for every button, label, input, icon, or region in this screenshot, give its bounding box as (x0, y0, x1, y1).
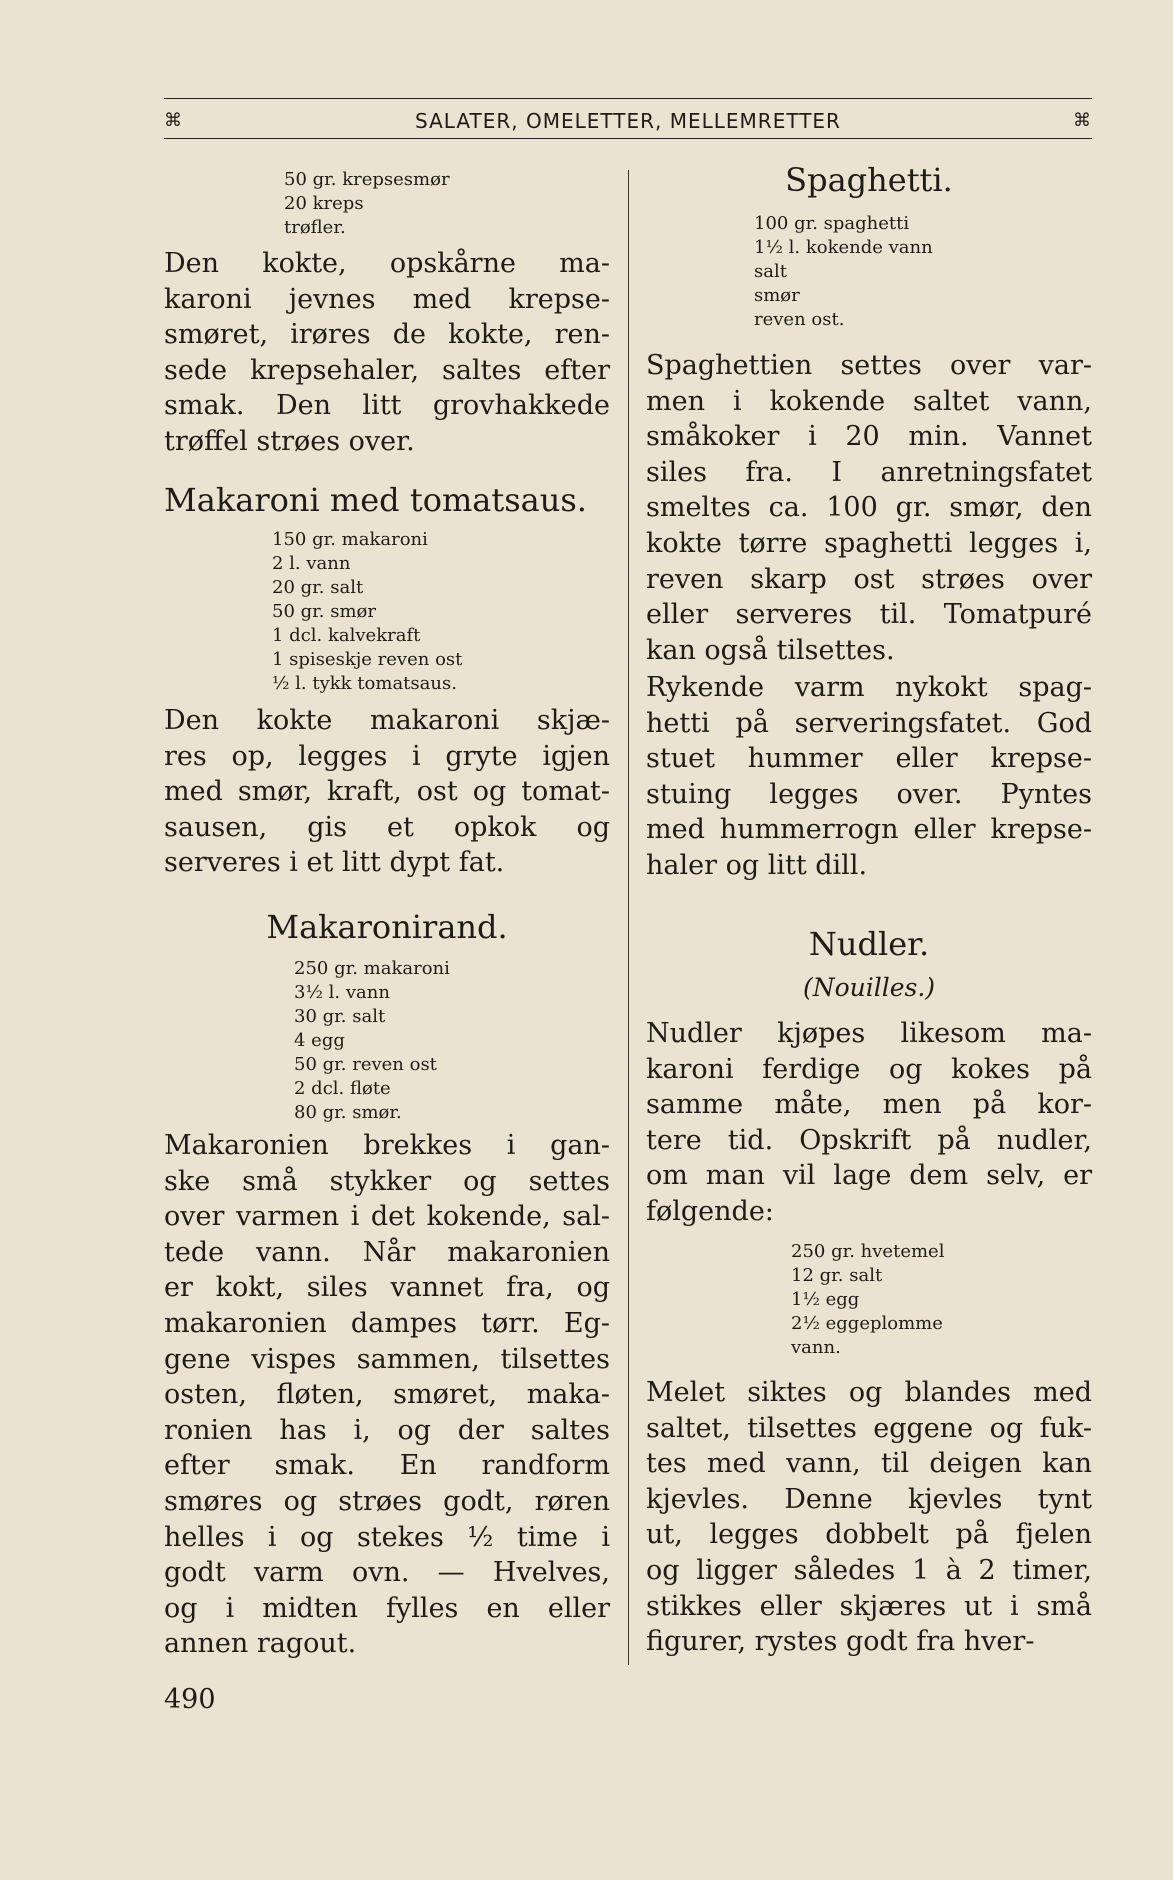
ingredient-item: 4 egg (294, 1030, 345, 1051)
paragraph (164, 1128, 610, 1662)
text-line: smak. Den litt grovhakkede (164, 390, 610, 422)
paragraph (646, 348, 1092, 668)
column-divider (628, 170, 629, 1665)
text-line: kokte tørre spaghetti legges i, (646, 527, 1092, 559)
text-line: Rykende varm nykokt spag- (646, 672, 1092, 703)
text-line: tes med vann, til deigen kan (646, 1448, 1092, 1480)
header-rule-bottom (164, 138, 1092, 139)
text-line: serveres i et litt dypt fat. (164, 847, 505, 879)
ingredient-item: 3½ l. vann (294, 982, 390, 1003)
ornament-left-icon: ⌘ (164, 110, 183, 131)
ingredient-item: vann. (791, 1337, 841, 1358)
ingredient-list (294, 957, 450, 1125)
text-line: smøres og strøes godt, røren (164, 1485, 610, 1517)
text-line: og ligger således 1 à 2 timer, (646, 1554, 1092, 1586)
ingredient-item: 250 gr. hvetemel (791, 1241, 945, 1262)
ingredient-item: 20 kreps (284, 193, 364, 214)
text-line: men i kokende saltet vann, (646, 385, 1092, 417)
text-line: trøffel strøes over. (164, 425, 415, 457)
ingredient-item: ½ l. tykk tomatsaus. (272, 673, 457, 694)
recipe-heading: Nudler. (808, 925, 930, 963)
text-line: småkoker i 20 min. Vannet (646, 421, 1092, 453)
ingredient-list (272, 528, 462, 696)
ingredient-item: 1 spiseskje reven ost (272, 649, 463, 670)
text-line: annen ragout. (164, 1628, 357, 1660)
recipe-heading: Makaroni med tomatsaus. (164, 481, 587, 519)
ingredient-item: 80 gr. smør. (294, 1102, 402, 1123)
ingredient-item: 50 gr. smør (272, 601, 376, 622)
text-line: reven skarp ost strøes over (646, 563, 1092, 595)
text-line: gene vispes sammen, tilsettes (164, 1343, 610, 1375)
text-line: res op, legges i gryte igjen (164, 740, 610, 772)
text-line: Den kokte makaroni skjæ- (164, 705, 610, 736)
text-line: karoni ferdige og kokes på (646, 1053, 1092, 1085)
text-line: efter smak. En randform (164, 1450, 610, 1482)
text-line: Den kokte, opskårne ma- (164, 248, 610, 279)
text-line: samme måte, men på kor- (646, 1089, 1092, 1121)
text-line: smeltes ca. 100 gr. smør, den (646, 492, 1092, 524)
ingredient-item: 12 gr. salt (791, 1265, 883, 1286)
ingredient-item: 1½ egg (791, 1289, 860, 1310)
text-line: saltet, tilsettes eggene og fuk- (646, 1412, 1092, 1444)
text-line: med smør, kraft, ost og tomat- (164, 776, 610, 808)
text-line: sede krepsehaler, saltes efter (164, 354, 610, 386)
text-line: smøret, irøres de kokte, ren- (164, 319, 610, 351)
ingredient-item: reven ost. (754, 309, 845, 330)
ingredient-item: salt (754, 261, 787, 282)
ingredient-item: 1½ l. kokende vann (754, 237, 933, 258)
ingredient-item: 100 gr. spaghetti (754, 213, 910, 234)
text-line: stuet hummer eller krepse- (646, 743, 1092, 775)
text-line: over varmen i det kokende, sal- (164, 1201, 610, 1233)
paragraph (164, 246, 610, 460)
recipe-heading: Spaghetti. (785, 161, 953, 199)
paragraph (646, 670, 1092, 884)
page-number: 490 (164, 1684, 216, 1715)
running-head (164, 104, 1092, 138)
ingredient-item: 2½ eggeplomme (791, 1313, 943, 1334)
ingredient-item: 150 gr. makaroni (272, 529, 428, 550)
text-line: ske små stykker og settes (164, 1165, 610, 1197)
paragraph (164, 703, 610, 881)
text-line: hetti på serveringsfatet. God (646, 707, 1092, 739)
paragraph (646, 1375, 1092, 1660)
header-rule-top (164, 98, 1092, 99)
recipe-subheading: (Nouilles.) (802, 973, 936, 1002)
text-line: er kokt, siles vannet fra, og (164, 1272, 610, 1304)
ingredient-list (284, 168, 450, 240)
ingredient-item: 30 gr. salt (294, 1006, 386, 1027)
text-line: Makaronien brekkes i gan- (164, 1130, 610, 1161)
ingredient-item: 250 gr. makaroni (294, 958, 450, 979)
text-line: godt varm ovn. — Hvelves, (164, 1557, 610, 1589)
text-line: ut, legges dobbelt på fjelen (646, 1519, 1092, 1551)
text-line: sausen, gis et opkok og (164, 811, 610, 843)
text-line: og i midten fylles en eller (164, 1592, 610, 1624)
text-line: kan også tilsettes. (646, 634, 895, 666)
text-line: karoni jevnes med krepse- (164, 283, 610, 315)
text-line: tede vann. Når makaronien (164, 1236, 610, 1268)
text-line: stikkes eller skjæres ut i små (646, 1590, 1092, 1622)
text-line: kjevles. Denne kjevles tynt (646, 1483, 1092, 1515)
ingredient-list (754, 212, 933, 332)
text-line: figurer, rystes godt fra hver- (646, 1626, 1035, 1658)
text-line: Spaghettien settes over var- (646, 350, 1092, 381)
text-line: haler og litt dill. (646, 849, 868, 881)
recipe-heading: Makaronirand. (266, 908, 508, 946)
text-line: ronien has i, og der saltes (164, 1414, 610, 1446)
text-line: Melet siktes og blandes med (646, 1377, 1092, 1408)
ingredient-list (791, 1240, 944, 1360)
text-line: tere tid. Opskrift på nudler, (646, 1124, 1092, 1156)
text-line: Nudler kjøpes likesom ma- (646, 1018, 1092, 1049)
text-line: eller serveres til. Tomatpuré (646, 599, 1092, 631)
paragraph (646, 1016, 1092, 1230)
text-line: følgende: (646, 1195, 774, 1227)
ornament-right-icon: ⌘ (1073, 110, 1092, 131)
text-line: osten, fløten, smøret, maka- (164, 1379, 610, 1411)
text-line: siles fra. I anretningsfatet (646, 456, 1092, 488)
ingredient-item: 1 dcl. kalvekraft (272, 625, 421, 646)
text-line: helles i og stekes ½ time i (164, 1521, 610, 1553)
ingredient-item: smør (754, 285, 800, 306)
text-line: stuing legges over. Pyntes (646, 778, 1092, 810)
text-line: med hummerrogn eller krepse- (646, 814, 1092, 846)
running-head-title: SALATER, OMELETTER, MELLEMRETTER (415, 109, 841, 133)
ingredient-item: 20 gr. salt (272, 577, 364, 598)
text-line: om man vil lage dem selv, er (646, 1160, 1092, 1192)
text-line: makaronien dampes tørr. Eg- (164, 1307, 610, 1339)
ingredient-item: trøfler. (284, 217, 346, 238)
ingredient-item: 2 l. vann (272, 553, 351, 574)
ingredient-item: 2 dcl. fløte (294, 1078, 391, 1099)
ingredient-item: 50 gr. reven ost (294, 1054, 437, 1075)
ingredient-item: 50 gr. krepsesmør (284, 169, 450, 190)
